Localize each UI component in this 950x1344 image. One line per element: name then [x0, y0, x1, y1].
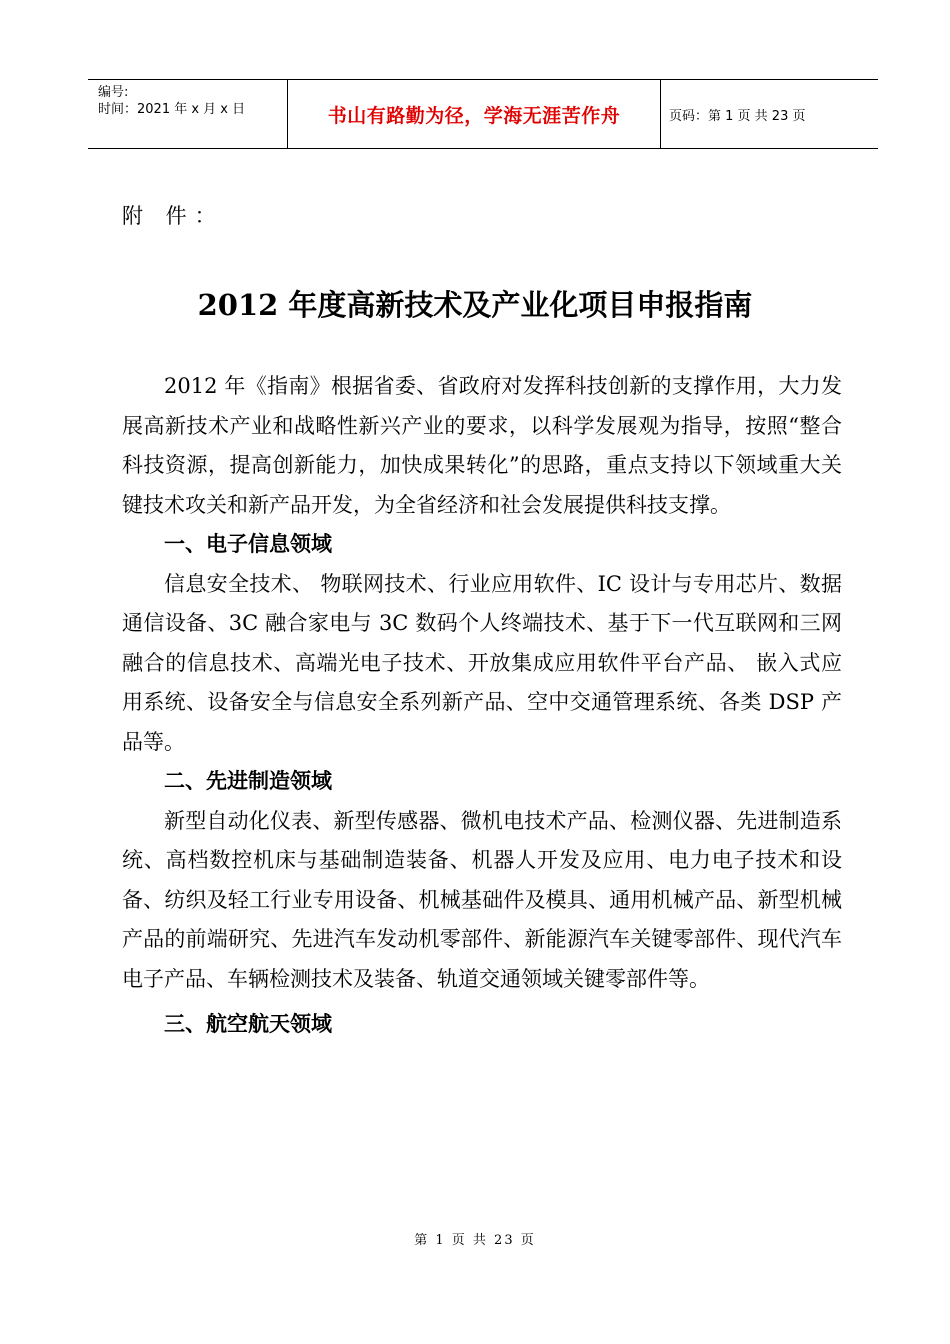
section-text-electronics: 信息安全技术、 物联网技术、行业应用软件、IC 设计与专用芯片、数据通信设备、3C 融合家电与 3C 数码个人终端技术、基于下一代互联网和三网融合的信息技术、高端光电子技术、开放集成应用软件平台产品、 嵌入式应用系统、设备安全与信息安全系列新产品、空中交通管理系统、各类 DSP 产品等。 [122, 571, 842, 754]
attachment-label: 附 件： [122, 204, 224, 228]
section-heading-aerospace: 三、航空航天领域 [164, 1012, 332, 1036]
header-motto: 书山有路勤为径，学海无涯苦作舟 [287, 80, 661, 148]
document-number-label: 编号: [98, 85, 129, 100]
intro-paragraph: 2012 年《指南》根据省委、省政府对发挥科技创新的支撑作用，大力发展高新技术产业和战略性新兴产业的要求，以科学发展观为指导，按照“整合科技资源，提高创新能力，加快成果转化”的思路，重点支持以下领域重大关键技术攻关和新产品开发，为全省经济和社会发展提供科技支撑。 [122, 374, 842, 517]
document-header [88, 79, 878, 149]
document-body [122, 367, 842, 1045]
document-time-label: 时间：2021 年 x 月 x 日 [98, 102, 246, 117]
section-heading-manufacturing: 二、先进制造领域 [164, 769, 332, 793]
section-text-manufacturing: 新型自动化仪表、新型传感器、微机电技术产品、检测仪器、先进制造系统、高档数控机床与基础制造装备、机器人开发及应用、电力电子技术和设备、纺织及轻工行业专用设备、机械基础件及模具、通用机械产品、新型机械产品的前端研究、先进汽车发动机零部件、新能源汽车关键零部件、现代汽车电子产品、车辆检测技术及装备、轨道交通领域关键零部件等。 [122, 808, 842, 991]
header-meta [88, 80, 287, 148]
document-title: 2012 年度高新技术及产业化项目申报指南 [197, 288, 753, 322]
page-footer: 第 1 页 共 23 页 [414, 1233, 536, 1248]
header-page-info: 页码：第 1 页 共 23 页 [669, 108, 806, 124]
section-heading-electronics: 一、电子信息领域 [164, 532, 332, 556]
